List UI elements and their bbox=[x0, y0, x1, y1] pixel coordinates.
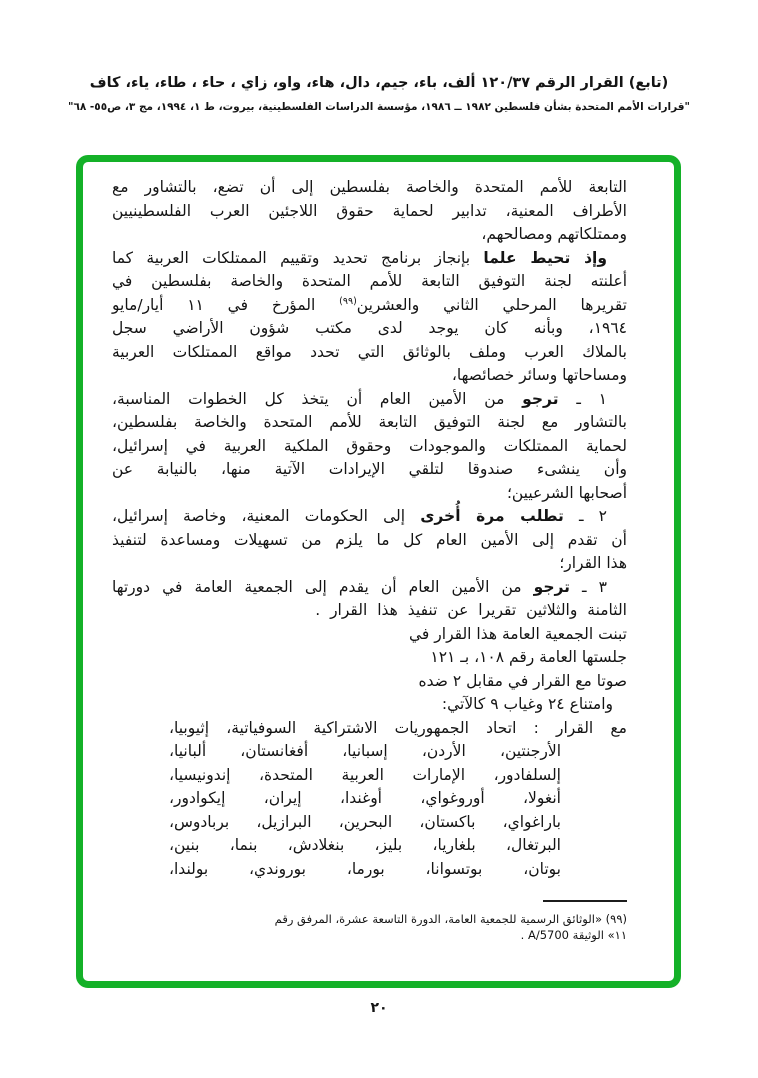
body-line: هذا القرار؛ bbox=[559, 554, 627, 572]
line-text: إلى الحكومات المعنية، وخاصة إسرائيل، bbox=[112, 507, 421, 525]
body-line: باراغواي، باكستان، البحرين، البرازيل، بربادوس، bbox=[169, 812, 561, 831]
source-citation: "قرارات الأمم المتحدة بشأن فلسطين ١٩٨٢ ــ ١٩٨٦، مؤسسة الدراسات الفلسطينية، بيروت، ط ١، ١٩٩٤، مج ٣، ص٥٥- ٦٨" bbox=[67, 101, 691, 113]
bold-lead: وإذ تحيط علما bbox=[483, 248, 607, 267]
body-line: بالتشاور مع لجنة التوفيق التابعة للأمم المتحدة والخاصة بفلسطين، bbox=[112, 413, 627, 431]
bold-lead: تطلب مرة أُخرى bbox=[420, 507, 564, 525]
bold-lead: ترجو bbox=[522, 389, 559, 408]
resolution-body bbox=[83, 162, 674, 881]
line-text: المؤرخ في ١١ أيار/مايو bbox=[112, 295, 340, 314]
body-line: البرتغال، بلغاريا، بليز، بنغلادش، بنما، بنين، bbox=[169, 836, 561, 854]
list-number: ٢ ـ bbox=[563, 507, 607, 525]
bold-lead: ترجو bbox=[533, 577, 570, 596]
line-text: من الأمين العام أن يقدم إلى الجمعية العامة في دورتها bbox=[112, 577, 534, 596]
body-line: بالملاك العرب وملف بالوثائق التي تحدد مواقع الممتلكات العربية bbox=[112, 342, 627, 361]
list-number: ٣ ـ bbox=[570, 577, 607, 596]
page-number: ٢٠ bbox=[370, 1000, 388, 1016]
line-text: تقريرها المرحلي الثاني والعشرين bbox=[356, 295, 627, 314]
line-text: بإنجاز برنامج تحديد وتقييم الممتلكات العربية كما bbox=[112, 248, 484, 267]
body-line: أعلنته لجنة التوفيق التابعة للأمم المتحدة والخاصة بفلسطين في bbox=[112, 272, 627, 290]
body-line: وأن ينشىء صندوقا لتلقي الإيرادات الآتية منها، بالنيابة عن bbox=[112, 460, 627, 478]
body-line: جلستها العامة رقم ١٠٨، بـ ١٢١ bbox=[430, 648, 627, 666]
paragraph-operative-1 bbox=[112, 388, 627, 506]
footnote-text-line: (٩٩) «الوثائق الرسمية للجمعية العامة، الدورة التاسعة عشرة، المرفق رقم bbox=[274, 912, 627, 926]
body-line: أنغولا، أوروغواي، أوغندا، إيران، إيكوادور، bbox=[169, 789, 561, 807]
body-line: بوتان، بوتسوانا، بورما، بوروندي، بولندا، bbox=[169, 859, 561, 878]
body-line bbox=[112, 505, 627, 529]
footnote-text-line bbox=[112, 927, 627, 943]
body-line bbox=[112, 388, 627, 412]
vote-list bbox=[112, 717, 627, 882]
body-line: الأطراف المعنية، تدابير لحماية حقوق اللاجئين العرب الفلسطينيين bbox=[112, 201, 627, 220]
list-number: ١ ـ bbox=[558, 389, 607, 408]
body-line bbox=[112, 576, 627, 600]
body-line: أن تقدم إلى الأمين العام كل ما يلزم من تسهيلات ومساعدة لتنفيذ bbox=[112, 530, 627, 549]
line-text: من الأمين العام أن يتخذ كل الخطوات المناسبة، bbox=[112, 389, 523, 408]
resolution-title: (تابع) القرار الرقم ١٢٠/٣٧ ألف، باء، جيم، دال، هاء، واو، زاي ، حاء ، طاء، ياء، كاف bbox=[89, 75, 669, 91]
footnote-ref: (٩٩) bbox=[339, 295, 357, 307]
body-line: تبنت الجمعية العامة هذا القرار في bbox=[409, 624, 627, 643]
paragraph-preamble bbox=[112, 247, 627, 388]
body-line: وممتلكاتهم ومصالحهم، bbox=[481, 225, 627, 243]
content-frame bbox=[76, 155, 681, 988]
paragraph-operative-3 bbox=[112, 576, 627, 623]
body-line bbox=[112, 294, 627, 318]
paragraph-continuation bbox=[112, 176, 627, 247]
footnote-area bbox=[112, 900, 627, 943]
body-line: لحماية الممتلكات والموجودات وحقوق الملكية العربية في إسرائيل، bbox=[112, 436, 627, 455]
body-line: ومساحاتها وسائر خصائصها، bbox=[451, 366, 627, 384]
body-line bbox=[169, 717, 627, 741]
footnote-text: ١١» الوثيقة A/5700 . bbox=[520, 928, 627, 942]
body-line: الأرجنتين، الأردن، إسبانيا، أفغانستان، ألبانيا، bbox=[169, 742, 561, 760]
vote-label: مع القرار : bbox=[516, 718, 627, 737]
body-line: صوتا مع القرار في مقابل ٢ ضده bbox=[418, 671, 627, 690]
paragraph-operative-2 bbox=[112, 505, 627, 576]
body-line: إلسلفادور، الإمارات العربية المتحدة، إندونيسيا، bbox=[169, 765, 561, 784]
body-line: ١٩٦٤، وبأنه كان يوجد لدى مكتب شؤون الأراضي سجل bbox=[112, 319, 627, 337]
body-line: وامتناع ٢٤ وغياب ٩ كالآتي: bbox=[441, 695, 613, 713]
body-line: التابعة للأمم المتحدة والخاصة بفلسطين إلى أن تضع، بالتشاور مع bbox=[112, 178, 627, 196]
adoption-note bbox=[112, 623, 627, 717]
line-text: اتحاد الجمهوريات الاشتراكية السوفياتية، إثيوبيا، bbox=[169, 718, 517, 737]
body-line: الثامنة والثلاثين تقريرا عن تنفيذ هذا القرار . bbox=[315, 601, 627, 619]
body-line bbox=[112, 247, 627, 271]
body-line: أصحابها الشرعيين؛ bbox=[506, 483, 627, 502]
page-header bbox=[0, 72, 758, 115]
footnote-divider bbox=[543, 900, 627, 902]
